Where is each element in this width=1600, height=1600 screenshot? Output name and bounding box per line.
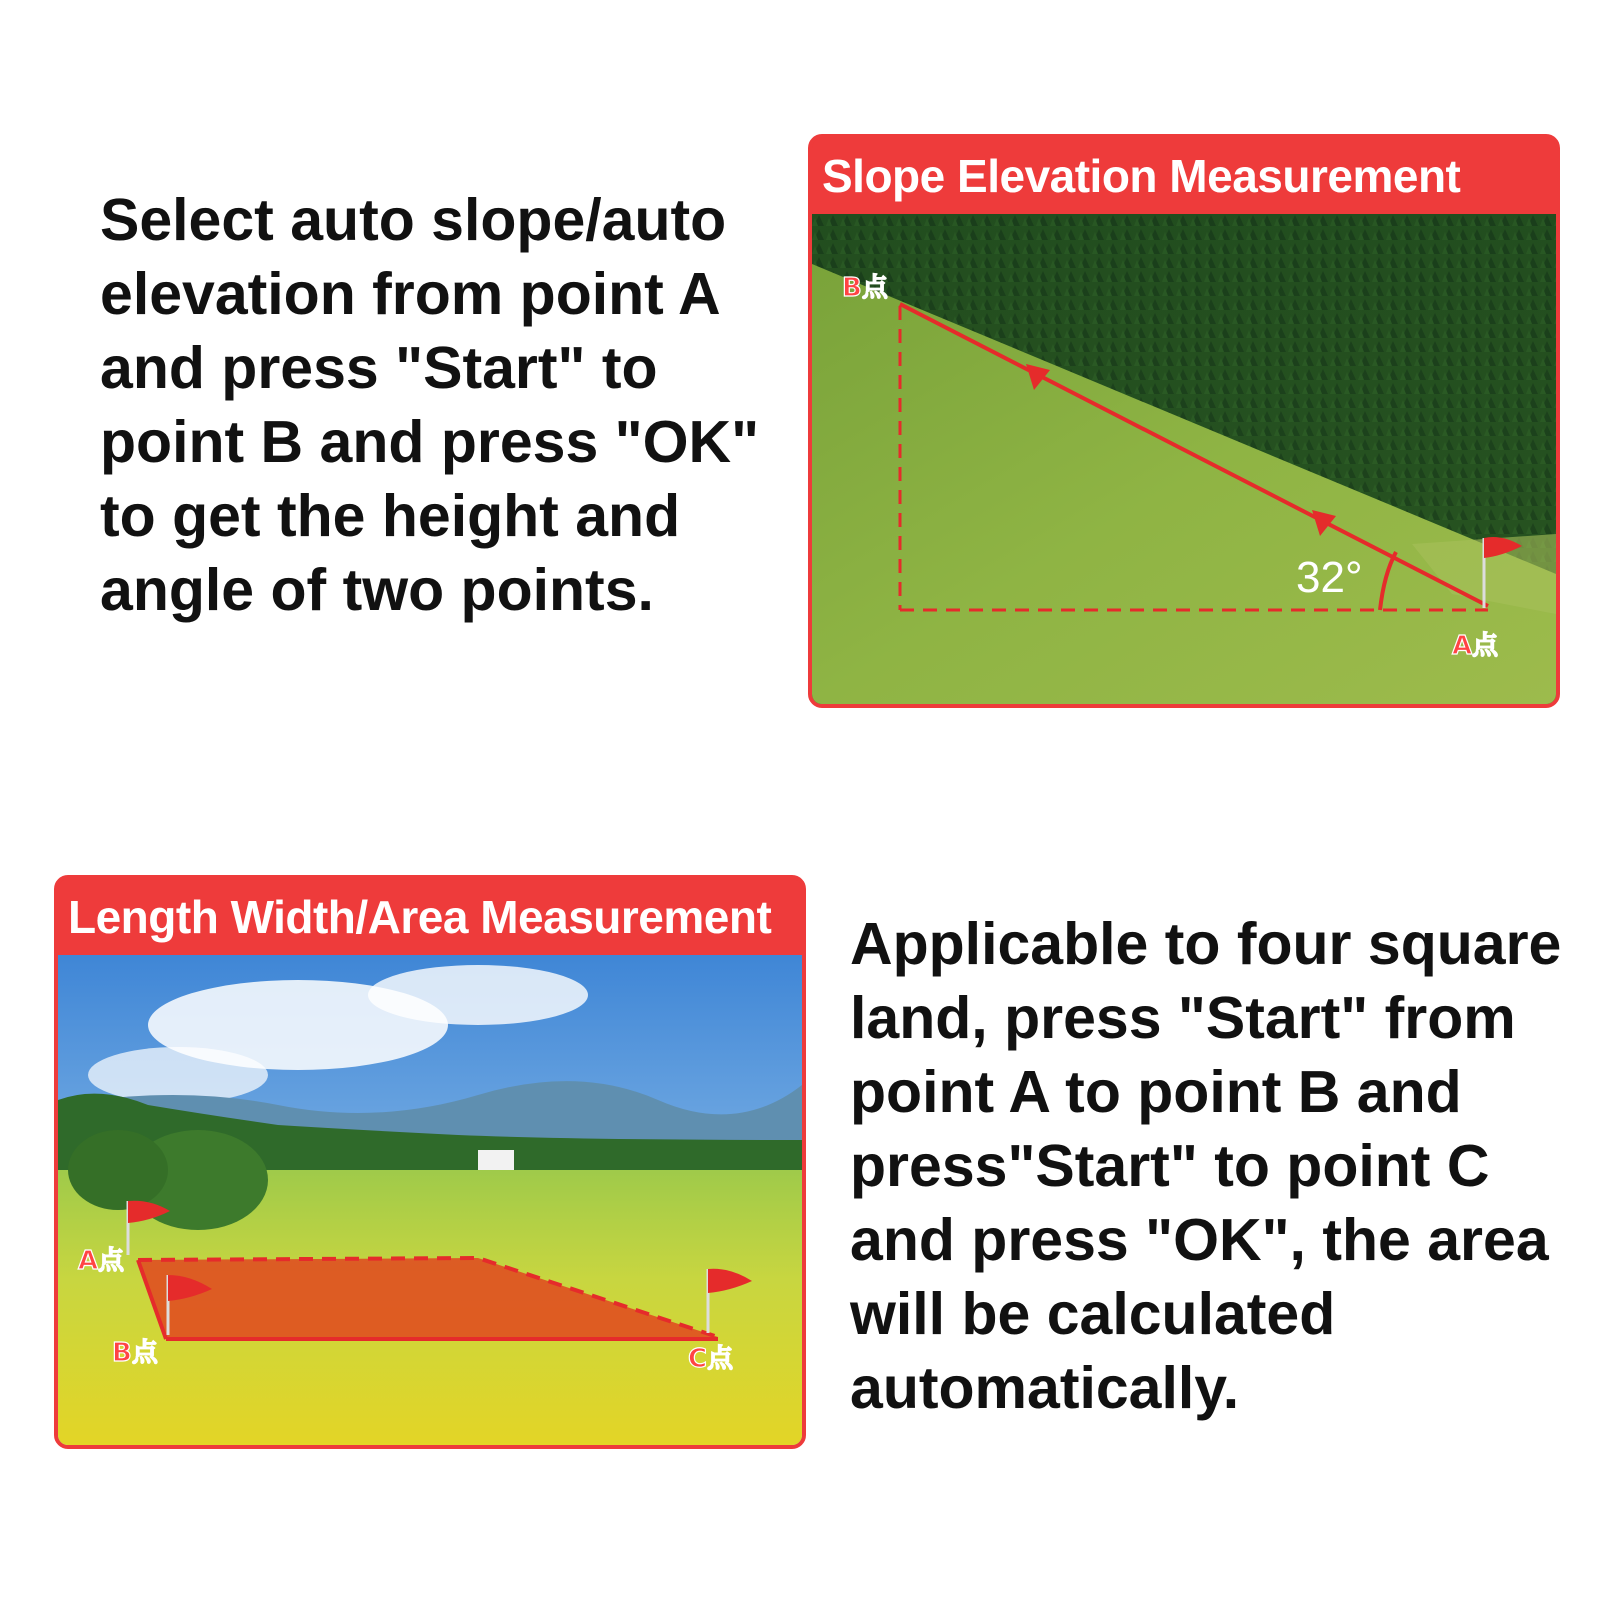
area-description-line: point A to point B and [850,1059,1462,1125]
area-illustration [58,955,802,1445]
area-illustration-svg [58,955,802,1445]
area-measurement-card [54,875,806,1449]
cloud [368,965,588,1025]
slope-description-line: point B and press "OK" [100,409,760,475]
angle-label: 32° [1296,553,1363,602]
area-description-line: Applicable to four square [850,911,1562,977]
point-a-label: A点 [1452,631,1499,661]
area-description-line: press"Start" to point C [850,1133,1490,1199]
area-description-line: land, press "Start" from [850,985,1516,1051]
area-description-line: automatically. [850,1355,1240,1421]
slope-card-title: Slope Elevation Measurement [822,150,1461,202]
slope-description-line: to get the height and [100,483,681,549]
area-description [850,907,1561,1425]
area-description-line: will be calculated [850,1281,1336,1347]
house [478,1150,514,1170]
area-card-title: Length Width/Area Measurement [68,891,772,943]
slope-description-line: angle of two points. [100,557,654,623]
slope-description-line: and press "Start" to [100,335,658,401]
point-a-label: A点 [78,1246,125,1276]
point-c-label: C点 [688,1344,734,1374]
slope-elevation-card [808,134,1560,708]
point-b-label: B点 [842,273,888,303]
slope-description-line: Select auto slope/auto [100,187,727,253]
point-b-label: B点 [112,1338,158,1368]
slope-illustration [812,214,1556,704]
slope-description-line: elevation from point A [100,261,721,327]
slope-illustration-svg [812,214,1556,704]
slope-description [100,183,759,627]
area-description-line: and press "OK", the area [850,1207,1549,1273]
cloud [88,1047,268,1103]
